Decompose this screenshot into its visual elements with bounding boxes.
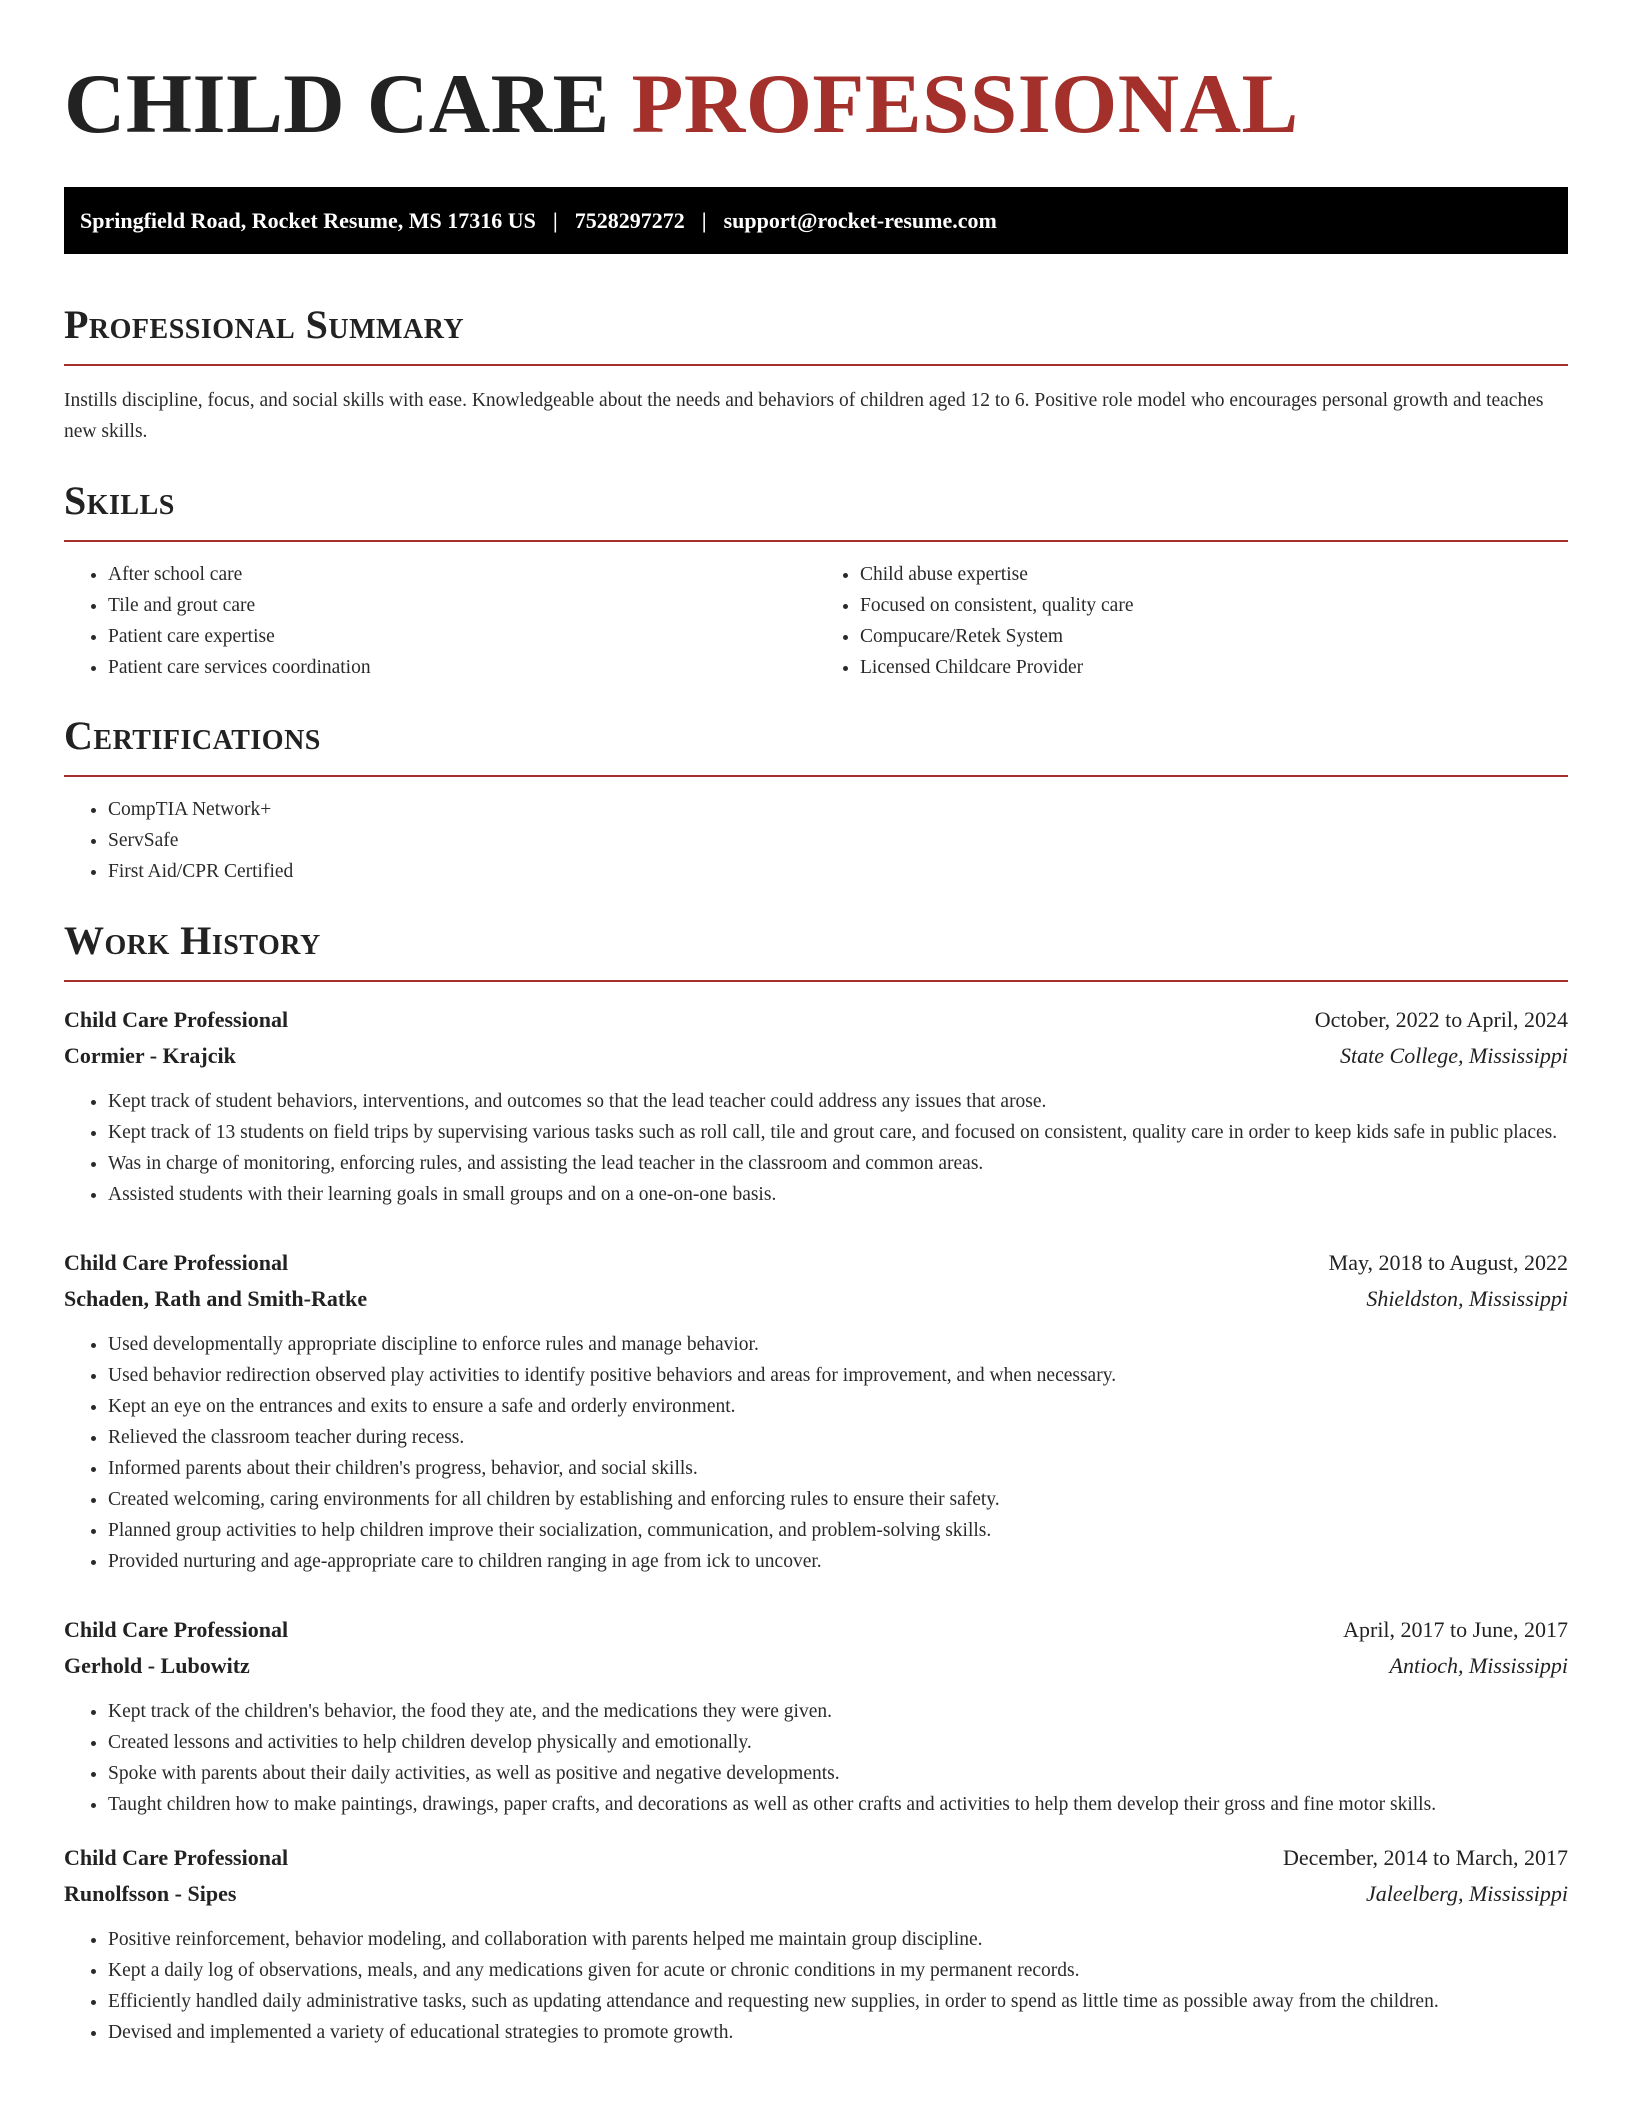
job-duties-list xyxy=(64,1696,1568,1820)
contact-bar xyxy=(64,187,1568,254)
job-duty: • Kept a daily log of observations, meals, and any medications given for acute or chronic conditions in my permanent records. xyxy=(108,1955,1568,1986)
job-duty: • Efficiently handled daily administrative tasks, such as updating attendance and requesting new supplies, in order to spend as little time as possible away from the children. xyxy=(108,1986,1568,2017)
section-divider xyxy=(64,364,1568,366)
job-duty: • Taught children how to make paintings, drawings, paper crafts, and decorations as well as other crafts and activities to help them develop their gross and fine motor skills. xyxy=(108,1789,1568,1820)
job-duty: • Kept track of student behaviors, interventions, and outcomes so that the lead teacher could address any issues that arose. xyxy=(108,1086,1568,1117)
section-title-certifications: Certifications xyxy=(64,713,321,758)
job-company-row xyxy=(64,1876,1568,1912)
job-duties-list xyxy=(64,1329,1568,1577)
job-entry xyxy=(64,1002,1568,1210)
job-duty: • Relieved the classroom teacher during recess. xyxy=(108,1422,1568,1453)
job-location: Jaleelberg, Mississippi xyxy=(1365,1881,1568,1906)
job-location: State College, Mississippi xyxy=(1340,1043,1568,1068)
candidate-name xyxy=(64,56,1568,152)
skill-item: • Licensed Childcare Provider xyxy=(860,652,1568,683)
job-title: Child Care Professional xyxy=(64,1617,289,1642)
section-title-work-history: Work History xyxy=(64,918,321,963)
job-duty: • Assisted students with their learning goals in small groups and on a one-on-one basis. xyxy=(108,1179,1568,1210)
skill-item: • Patient care expertise xyxy=(108,621,816,652)
certification-item: • ServSafe xyxy=(108,825,1568,856)
job-title: Child Care Professional xyxy=(64,1250,289,1275)
job-duty: • Was in charge of monitoring, enforcing rules, and assisting the lead teacher in the classroom and common areas. xyxy=(108,1148,1568,1179)
job-duties-list xyxy=(64,1924,1568,2048)
job-duty: • Created welcoming, caring environments for all children by establishing and enforcing rules to ensure their safety. xyxy=(108,1484,1568,1515)
section-divider xyxy=(64,540,1568,542)
job-duty: • Used behavior redirection observed play activities to identify positive behaviors and areas for improvement, and when necessary. xyxy=(108,1360,1568,1391)
skill-item: • Compucare/Retek System xyxy=(860,621,1568,652)
job-duty: • Devised and implemented a variety of educational strategies to promote growth. xyxy=(108,2017,1568,2048)
job-duty: • Informed parents about their children's progress, behavior, and social skills. xyxy=(108,1453,1568,1484)
job-entry xyxy=(64,1612,1568,1820)
job-duty: • Used developmentally appropriate discipline to enforce rules and manage behavior. xyxy=(108,1329,1568,1360)
job-company-row xyxy=(64,1648,1568,1684)
job-title: Child Care Professional xyxy=(64,1007,289,1032)
section-divider xyxy=(64,980,1568,982)
skill-item: • Tile and grout care xyxy=(108,590,816,621)
job-company-row xyxy=(64,1038,1568,1074)
certification-item: • CompTIA Network+ xyxy=(108,794,1568,825)
job-duty: • Kept an eye on the entrances and exits to ensure a safe and orderly environment. xyxy=(108,1391,1568,1422)
contact-phone: 7528297272 xyxy=(574,207,685,233)
job-location: Shieldston, Mississippi xyxy=(1366,1286,1568,1311)
job-header-row xyxy=(64,1612,1568,1648)
job-duty: • Created lessons and activities to help children develop physically and emotionally. xyxy=(108,1727,1568,1758)
job-company: Gerhold - Lubowitz xyxy=(64,1653,250,1678)
job-header-row xyxy=(64,1245,1568,1281)
skills-list-right xyxy=(816,559,1568,683)
name-last: PROFESSIONAL xyxy=(631,57,1299,151)
certification-item: • First Aid/CPR Certified xyxy=(108,856,1568,887)
contact-email: support@rocket-resume.com xyxy=(723,207,997,233)
job-header-row xyxy=(64,1002,1568,1038)
job-entry xyxy=(64,1245,1568,1577)
job-dates: May, 2018 to August, 2022 xyxy=(1328,1250,1568,1275)
job-duty: • Spoke with parents about their daily activities, as well as positive and negative developments. xyxy=(108,1758,1568,1789)
job-duty: • Planned group activities to help children improve their socialization, communication, and problem-solving skills. xyxy=(108,1515,1568,1546)
name-first: CHILD CARE xyxy=(64,57,610,151)
job-dates: April, 2017 to June, 2017 xyxy=(1343,1617,1568,1642)
certifications-list xyxy=(64,794,1568,887)
section-divider xyxy=(64,775,1568,777)
contact-address: Springfield Road, Rocket Resume, MS 17316 US xyxy=(80,207,536,233)
section-title-skills: Skills xyxy=(64,478,175,523)
skills-section xyxy=(64,477,1568,683)
job-company: Runolfsson - Sipes xyxy=(64,1881,237,1906)
job-duties-list xyxy=(64,1086,1568,1210)
job-dates: October, 2022 to April, 2024 xyxy=(1314,1007,1568,1032)
certifications-section xyxy=(64,712,1568,887)
contact-separator: | xyxy=(701,207,707,233)
skills-grid xyxy=(64,559,1568,683)
skill-item: • Child abuse expertise xyxy=(860,559,1568,590)
job-duty: • Kept track of the children's behavior, the food they ate, and the medications they were given. xyxy=(108,1696,1568,1727)
job-company: Cormier - Krajcik xyxy=(64,1043,236,1068)
job-duty: • Kept track of 13 students on field trips by supervising various tasks such as roll call, tile and grout care, and focused on consistent, quality care in order to keep kids safe in public places. xyxy=(108,1117,1568,1148)
job-dates: December, 2014 to March, 2017 xyxy=(1282,1845,1568,1870)
skills-list-left xyxy=(64,559,816,683)
job-location: Antioch, Mississippi xyxy=(1389,1653,1568,1678)
skill-item: • After school care xyxy=(108,559,816,590)
contact-separator: | xyxy=(552,207,558,233)
job-company-row xyxy=(64,1281,1568,1317)
job-entry xyxy=(64,1840,1568,2048)
skill-item: • Focused on consistent, quality care xyxy=(860,590,1568,621)
job-company: Schaden, Rath and Smith-Ratke xyxy=(64,1286,368,1311)
job-title: Child Care Professional xyxy=(64,1845,289,1870)
summary-section xyxy=(64,301,1568,447)
job-duty: • Provided nurturing and age-appropriate care to children ranging in age from ick to uncover. xyxy=(108,1546,1568,1577)
job-header-row xyxy=(64,1840,1568,1876)
section-title-summary: Professional Summary xyxy=(64,302,465,347)
summary-text: Instills discipline, focus, and social skills with ease. Knowledgeable about the needs and behaviors of children aged 12 to 6. Positive role model who encourages personal growth and teaches new skills. xyxy=(64,390,1544,442)
job-duty: • Positive reinforcement, behavior modeling, and collaboration with parents helped me maintain group discipline. xyxy=(108,1924,1568,1955)
work-history-section xyxy=(64,917,1568,2048)
skill-item: • Patient care services coordination xyxy=(108,652,816,683)
